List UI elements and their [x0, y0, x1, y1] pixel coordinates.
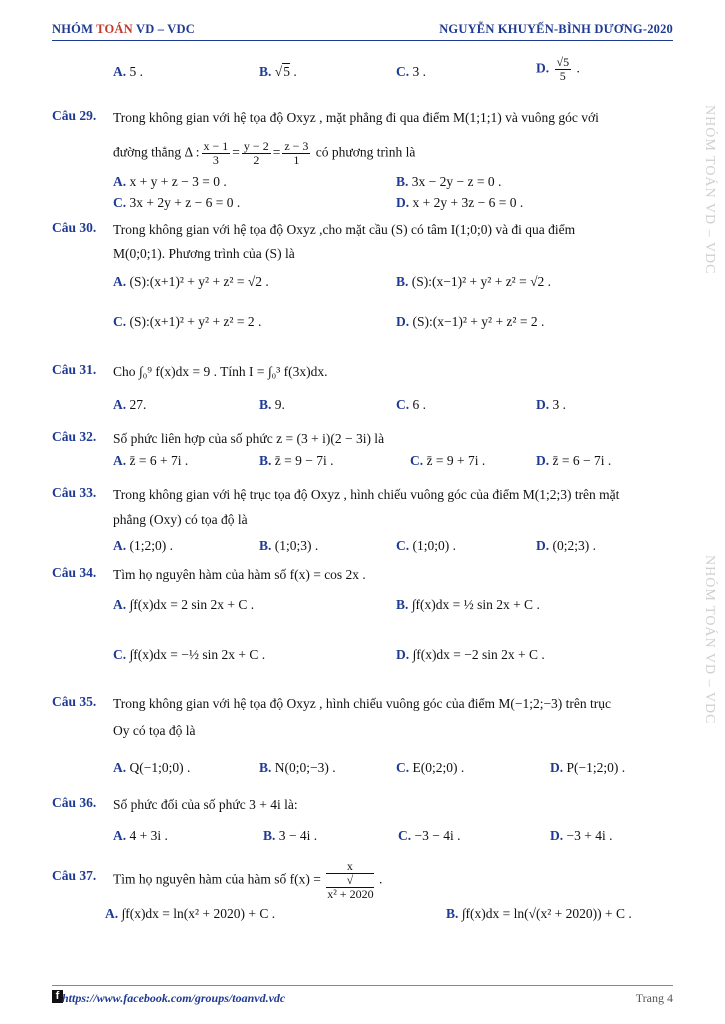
question-number: Câu 35. [52, 694, 97, 709]
facebook-icon: f [52, 990, 63, 1003]
question-number: Câu 37. [52, 868, 97, 883]
option-a: A. z̄ = 6 + 7i . [113, 453, 189, 468]
watermark-top: NHÓM TOÁN VD – VDC [702, 105, 717, 275]
question-text: Tìm họ nguyên hàm của hàm số f(x) = cos 2x . [113, 567, 366, 582]
option-d: D. −3 + 4i . [550, 828, 613, 843]
option-c: C. z̄ = 9 + 7i . [410, 453, 486, 468]
header-divider [52, 40, 673, 41]
option-b: B. z̄ = 9 − 7i . [259, 453, 334, 468]
question-number: Câu 31. [52, 362, 97, 377]
option-b: B. (1;0;3) . [259, 538, 319, 553]
option-c: C. (S):(x+1)² + y² + z² = 2 . [113, 314, 262, 329]
question-text: Trong không gian với hệ tọa độ Oxyz , hình chiếu vuông góc của điểm M(−1;2;−3) trên trục [113, 696, 612, 711]
option-a: A. 4 + 3i . [113, 828, 168, 843]
watermark-bottom: NHÓM TOÁN VD – VDC [702, 555, 717, 725]
question-text-line2: M(0;0;1). Phương trình của (S) là [113, 246, 295, 261]
option-d: D. (S):(x−1)² + y² + z² = 2 . [396, 314, 545, 329]
option-d: D. z̄ = 6 − 7i . [536, 453, 612, 468]
option-b: B. 9. [259, 397, 285, 412]
question-number: Câu 36. [52, 795, 97, 810]
question-number: Câu 34. [52, 565, 97, 580]
question-text: Trong không gian với hệ tọa độ Oxyz , mặt phẳng đi qua điểm M(1;1;1) và vuông góc với [113, 110, 599, 125]
question-text: Cho ∫₀⁹ f(x)dx = 9 . Tính I = ∫₀³ f(3x)dx. [113, 364, 328, 379]
question-text-line2: phẳng (Oxy) có tọa độ là [113, 512, 248, 527]
question-number: Câu 32. [52, 429, 97, 444]
option-c: C. E(0;2;0) . [396, 760, 465, 775]
option-d: D. 3 . [536, 397, 566, 412]
option-d: D. (0;2;3) . [536, 538, 596, 553]
option-b: B. ∫f(x)dx = ½ sin 2x + C . [396, 597, 540, 612]
option-c: C. −3 − 4i . [398, 828, 461, 843]
option-a: A. (1;2;0) . [113, 538, 173, 553]
option-c: C. ∫f(x)dx = −½ sin 2x + C . [113, 647, 266, 662]
page-number: Trang 4 [635, 991, 673, 1005]
option-a: A. x + y + z − 3 = 0 . [113, 174, 227, 189]
header-title-right: NGUYỄN KHUYẾN-BÌNH DƯƠNG-2020 [439, 22, 673, 36]
option-a: A. ∫f(x)dx = 2 sin 2x + C . [113, 597, 255, 612]
question-text-line2: đường thẳng Δ : $\frac{x - 1}{3}$ = $\frac{y - 2}{2}$ = $\frac{z - 3}{1}$ có phương trình là [113, 139, 416, 167]
question-text: Số phức đối của số phức 3 + 4i là: [113, 797, 298, 812]
option-a: A. 27. [113, 397, 147, 412]
option-b: B. 3x − 2y − z = 0 . [396, 174, 502, 189]
option-b: B. N(0;0;−3) . [259, 760, 336, 775]
question-number: Câu 29. [52, 108, 97, 123]
header-title-left: NHÓM TOÁN VD – VDC [52, 22, 195, 36]
option-c: C. 3x + 2y + z − 6 = 0 . [113, 195, 241, 210]
option-c: C. 6 . [396, 397, 426, 412]
question-text-line2: Oy có tọa độ là [113, 723, 196, 738]
option-a: A. Q(−1;0;0) . [113, 760, 191, 775]
footer-divider [52, 985, 673, 986]
q28-option-d: D. $\frac{√5}{5}$ . [536, 55, 580, 83]
footer-link[interactable]: https://www.facebook.com/groups/toanvd.vdc [62, 991, 286, 1005]
question-text: Tìm họ nguyên hàm của hàm số f(x) = x √ x² + 2020 . [113, 859, 383, 901]
option-b: B. (S):(x−1)² + y² + z² = √2 . [396, 274, 552, 289]
q28-option-c: C. 3 . [396, 64, 426, 79]
option-b: B. 3 − 4i . [263, 828, 318, 843]
question-text: Trong không gian với hệ tọa độ Oxyz ,cho mặt cầu (S) có tâm I(1;0;0) và đi qua điểm [113, 222, 576, 237]
question-text: Trong không gian với hệ trục tọa độ Oxyz , hình chiếu vuông góc của điểm M(1;2;3) trên mặt [113, 487, 620, 502]
option-d: D. P(−1;2;0) . [550, 760, 626, 775]
option-a: A. (S):(x+1)² + y² + z² = √2 . [113, 274, 269, 289]
option-d: D. ∫f(x)dx = −2 sin 2x + C . [396, 647, 545, 662]
q28-option-a: A. 5 . [113, 64, 143, 79]
q28-option-b: B. √5 . [259, 64, 297, 79]
option-c: C. (1;0;0) . [396, 538, 456, 553]
option-a: A. ∫f(x)dx = ln(x² + 2020) + C . [105, 906, 276, 921]
option-b: B. ∫f(x)dx = ln(√(x² + 2020)) + C . [446, 906, 632, 921]
option-d: D. x + 2y + 3z − 6 = 0 . [396, 195, 524, 210]
question-number: Câu 30. [52, 220, 97, 235]
question-text: Số phức liên hợp của số phức z = (3 + i)(2 − 3i) là [113, 431, 385, 446]
question-number: Câu 33. [52, 485, 97, 500]
